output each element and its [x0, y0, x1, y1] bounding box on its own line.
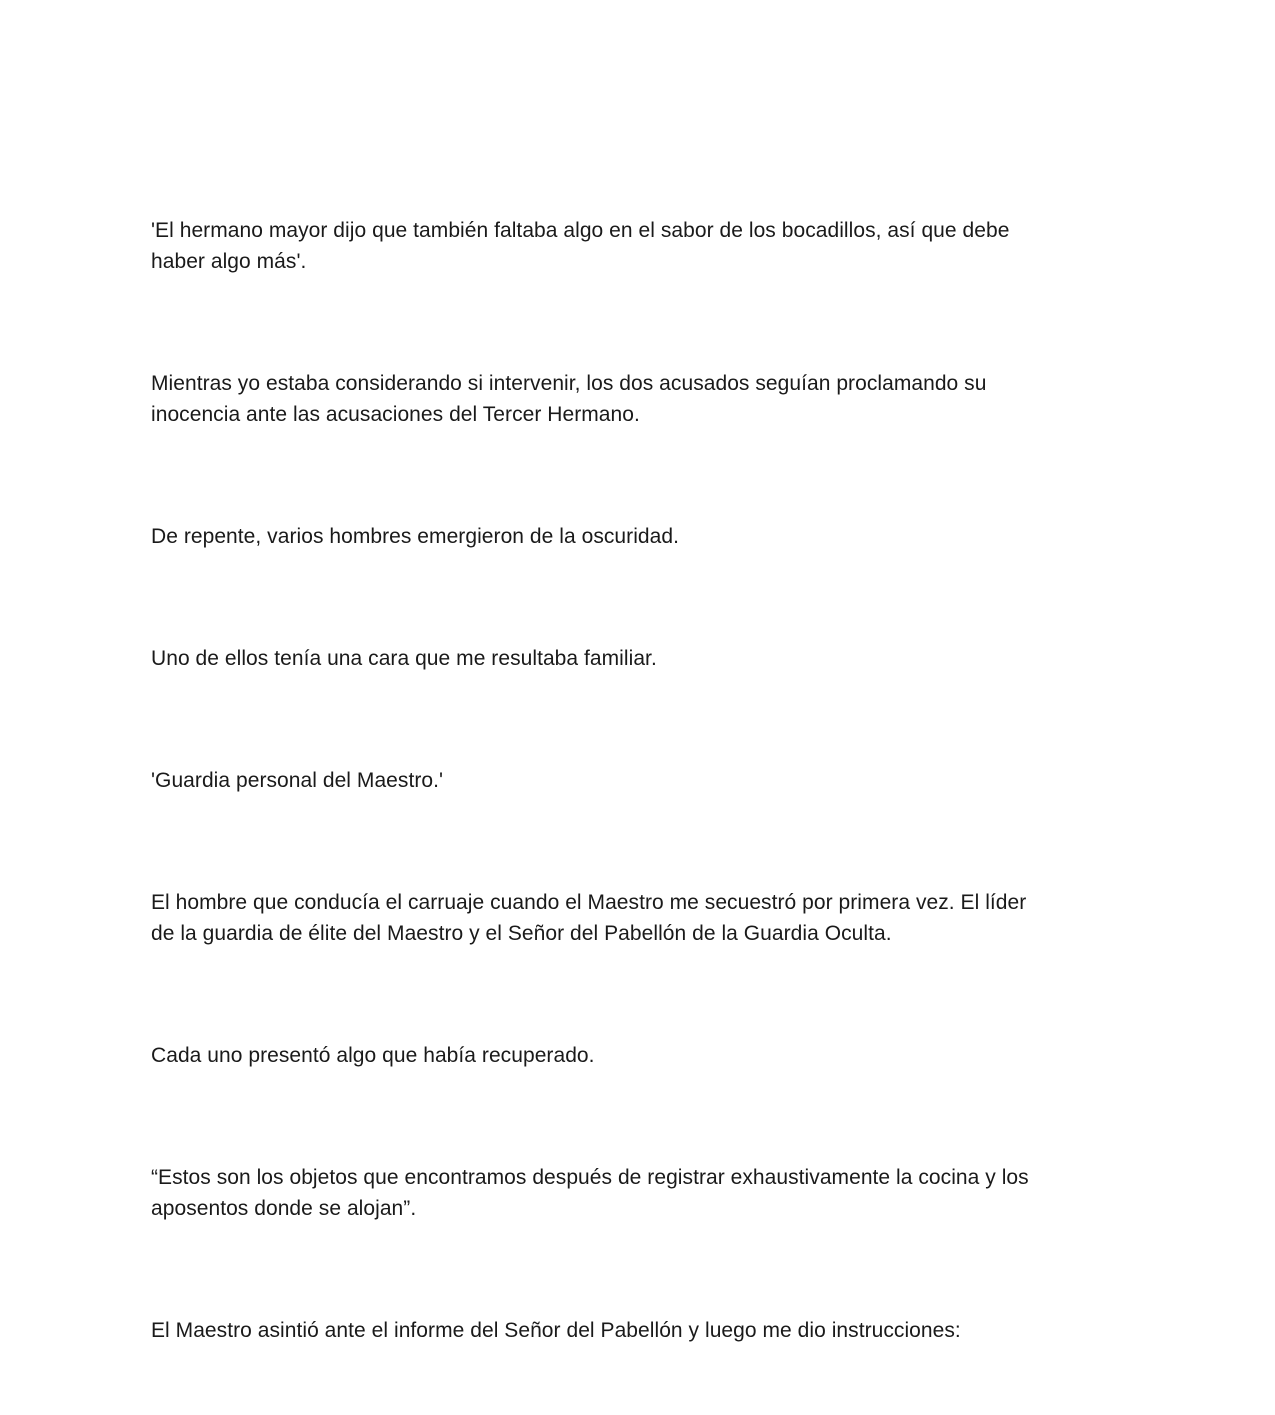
paragraph-line: Cada uno presentó algo que había recuperado. [151, 1044, 595, 1067]
paragraph-line: 'El hermano mayor dijo que también faltaba algo en el sabor de los bocadillos, así que debe [151, 219, 1010, 242]
paragraph-line: inocencia ante las acusaciones del Tercer Hermano. [151, 402, 640, 426]
paragraph [151, 644, 1111, 675]
paragraph-line: Uno de ellos tenía una cara que me resultaba familiar. [151, 647, 657, 670]
paragraph [151, 1041, 1111, 1072]
paragraph-line: “Estos son los objetos que encontramos después de registrar exhaustivamente la cocina y los [151, 1166, 1029, 1189]
paragraph-line: 'Guardia personal del Maestro.' [151, 769, 444, 792]
paragraph [151, 522, 1111, 553]
paragraph [151, 216, 1111, 277]
paragraph [151, 1163, 1111, 1224]
paragraph [151, 766, 1111, 797]
paragraph-line: Mientras yo estaba considerando si intervenir, los dos acusados seguían proclamando su [151, 372, 987, 395]
paragraph [151, 369, 1111, 430]
paragraph-line: El hombre que conducía el carruaje cuando el Maestro me secuestró por primera vez. El líder [151, 891, 1027, 914]
paragraph-line: aposentos donde se alojan”. [151, 1196, 417, 1220]
paragraph-line: haber algo más'. [151, 249, 307, 273]
paragraph-line: El Maestro asintió ante el informe del Señor del Pabellón y luego me dio instrucciones: [151, 1319, 961, 1342]
paragraph [151, 888, 1111, 949]
paragraph [151, 1316, 1111, 1347]
paragraph-line: De repente, varios hombres emergieron de la oscuridad. [151, 525, 679, 548]
paragraph-line: de la guardia de élite del Maestro y el Señor del Pabellón de la Guardia Oculta. [151, 921, 892, 945]
